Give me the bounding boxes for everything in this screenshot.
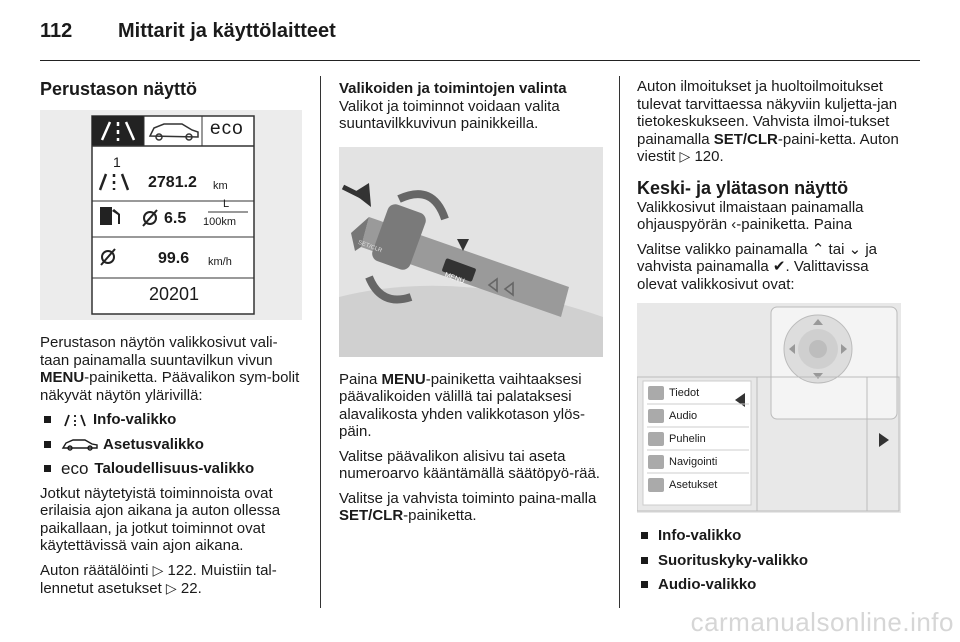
menu-item-navigointi: Navigointi — [669, 456, 718, 468]
bullet-info-menu-2: Info-valikko — [637, 527, 903, 545]
col3-paragraph-3: Valitse valikko painamalla ⌃ tai ⌄ ja vahvista painamalla ✔. Valittavissa olevat valikkosivut ovat: — [637, 239, 877, 293]
fuel-value: 6.5 — [164, 210, 187, 227]
bullet-marker — [641, 557, 648, 564]
check-icon: ✔ — [772, 257, 786, 275]
chapter-title: Mittarit ja käyttölaitteet — [118, 20, 336, 42]
menu-item-asetukset: Asetukset — [669, 479, 718, 491]
bullet-marker — [641, 581, 648, 588]
section-heading-mid-display: Keski- ja ylätason näyttö — [637, 177, 849, 198]
section-heading-basic-display: Perustason näyttö — [40, 79, 198, 99]
col3-paragraph-2: Valikkosivut ilmaistaan painamalla ohjauspyörän ‹-painiketta. Paina — [637, 198, 864, 233]
col3-paragraph-1: Auton ilmoitukset ja huoltoilmoitukset tulevat tarvittaessa näkyviin kuljetta-jan tietokeskukseen. Vahvista ilmoi-tukset painamalla SET/CLR-paini-ketta. Auton viestit ▷ 120. — [637, 78, 899, 165]
stalk-menu-label: MENU — [443, 271, 466, 285]
section-heading-menu-selection: Valikoiden ja toimintojen valinta — [339, 80, 567, 97]
steering-menu-figure — [637, 303, 901, 513]
page-ref-icon: ▷ — [152, 562, 164, 579]
bullet-marker — [641, 532, 648, 539]
bullet-performance-menu: Suorituskyky-valikko — [637, 552, 903, 570]
menu-item-puhelin: Puhelin — [669, 433, 706, 445]
chevron-up-icon: ⌃ — [811, 239, 825, 258]
col1-paragraph-1: Perustason näytön valikkosivut vali-taan painamalla suuntavilkun vivun MENU-painiketta. Päävalikon sym-bolit näkyvät näytön ylärivillä: — [40, 334, 300, 404]
distance-value: 2781.2 — [148, 174, 197, 191]
fuel-unit-top: L — [223, 198, 230, 210]
col2-paragraph-4: Valitse ja vahvista toiminto paina-malla SET/CLR-painiketta. — [339, 489, 597, 524]
menu-item-tiedot: Tiedot — [669, 387, 700, 399]
fuel-unit-bottom: 100km — [203, 216, 237, 228]
trip-label: 1 — [113, 154, 121, 170]
car-icon — [61, 437, 99, 451]
bullet-settings-menu: Asetusvalikko — [40, 436, 302, 454]
chevron-down-icon: ⌄ — [848, 239, 862, 258]
page-number: 112 — [40, 20, 73, 42]
eco-tab-label: eco — [210, 118, 244, 139]
page-ref-icon: ▷ — [679, 149, 691, 165]
odometer-value: 20201 — [149, 284, 200, 304]
bullet-info-menu: Info-valikko — [40, 411, 302, 429]
speed-unit: km/h — [208, 256, 232, 268]
column-rule-1 — [320, 76, 321, 608]
col1-paragraph-2: Jotkut näytetyistä toiminnoista ovat erilaisia ajon aikana ja auton ollessa paikallaan, ja jotkut toiminnot ovat käytettävissä vain ajon aikana. — [40, 484, 281, 554]
col2-paragraph-2: Paina MENU-painiketta vaihtaaksesi päävalikoiden välillä tai palataksesi alavalikosta yhden valikkotason ylös-päin. — [339, 370, 585, 440]
bullet-marker — [44, 416, 51, 423]
menu-item-audio: Audio — [669, 410, 698, 422]
distance-unit: km — [213, 180, 228, 192]
column-1 — [40, 72, 302, 606]
column-rule-2 — [619, 76, 620, 608]
bullet-audio-menu: Audio-valikko — [637, 576, 903, 594]
info-road-icon — [61, 413, 89, 427]
speed-value: 99.6 — [158, 250, 190, 267]
stalk-figure — [339, 147, 603, 357]
col2-paragraph-3: Valitse päävalikon alisivu tai aseta numeroarvo kääntämällä säätöpyö-rää. — [339, 447, 600, 482]
bullet-marker — [44, 465, 51, 472]
watermark: carmanualsonline.info — [690, 607, 954, 637]
column-3 — [637, 72, 903, 601]
page-header — [40, 14, 920, 54]
eco-icon: eco — [61, 459, 89, 478]
page-ref-icon: ▷ — [165, 581, 177, 597]
stalk-setclr-label: SET/CLR — [356, 239, 383, 254]
column-2 — [339, 72, 603, 532]
basic-display-figure — [40, 110, 302, 320]
bullet-marker — [44, 441, 51, 448]
col2-paragraph-1: Valikot ja toiminnot voidaan valita suuntavilkkuvivun painikkeilla. — [339, 97, 560, 132]
col1-paragraph-3: Auton räätälöinti ▷ 122. Muistiin tal-lennetut asetukset ▷ 22. — [40, 561, 277, 597]
bullet-economy-menu: eco Taloudellisuus-valikko — [40, 460, 302, 478]
header-rule — [40, 60, 920, 61]
